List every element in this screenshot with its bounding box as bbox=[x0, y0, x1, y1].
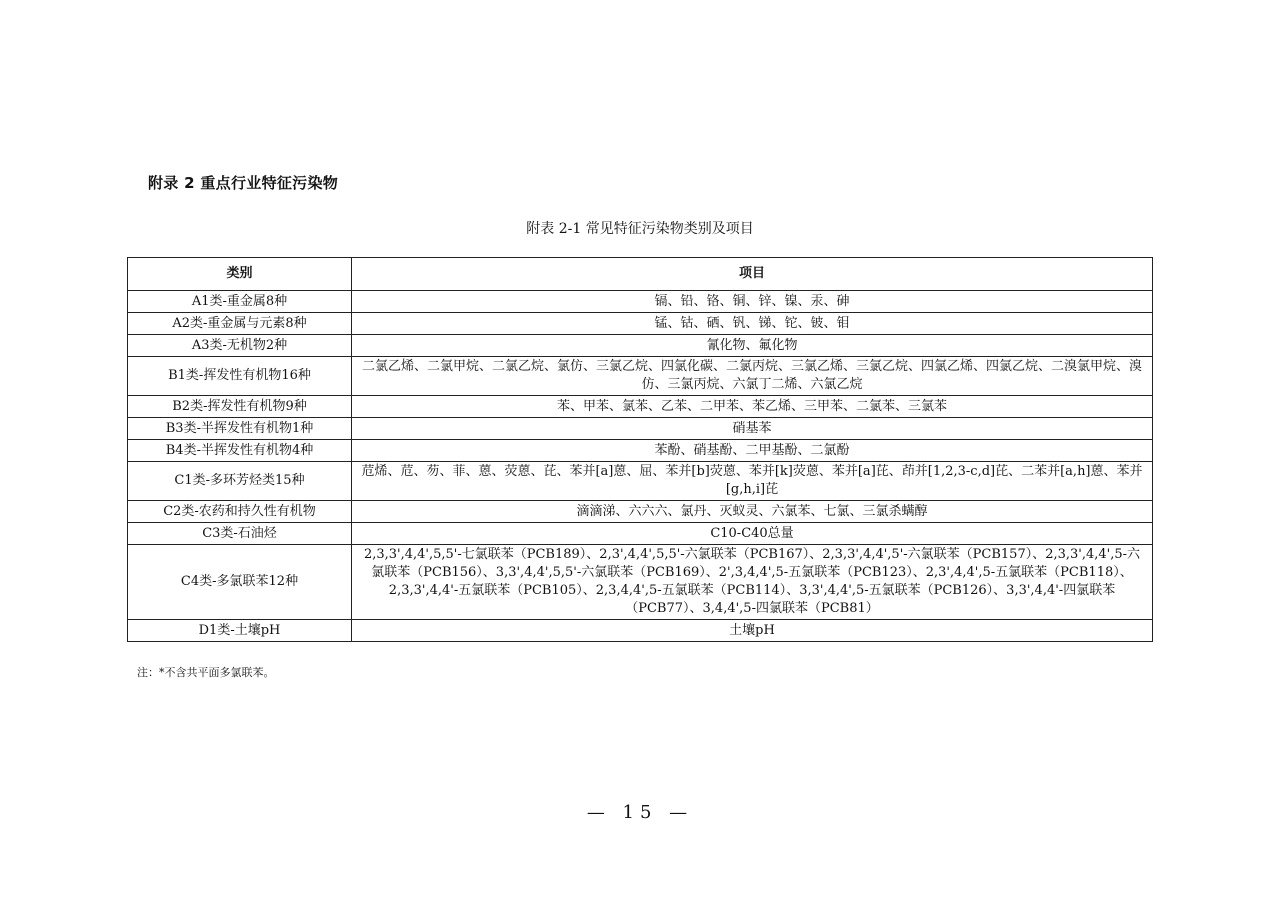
table-row bbox=[128, 440, 1153, 462]
header-category: 类别 bbox=[128, 258, 352, 291]
table-row bbox=[128, 418, 1153, 440]
row-items: 苯、甲苯、氯苯、乙苯、二甲苯、苯乙烯、三甲苯、二氯苯、三氯苯 bbox=[352, 396, 1153, 418]
table-row bbox=[128, 462, 1153, 501]
row-items: 2,3,3',4,4',5,5'-七氯联苯（PCB189）、2,3',4,4',5,5'-六氯联苯（PCB167）、2,3,3',4,4',5'-六氯联苯（PCB157）、2,3,3',4,4',5-六氯联苯（PCB156）、3,3',4,4',5,5'-六氯联苯（PCB169）、2',3,4,4',5-五氯联苯（PCB123）、2,3',4,4',5-五氯联苯（PCB118）、2,3,3',4,4'-五氯联苯（PCB105）、2,3,4,4',5-五氯联苯（PCB114）、3,3',4,4',5-五氯联苯（PCB126）、3,3',4,4'-四氯联苯（PCB77）、3,4,4',5-四氯联苯（PCB81） bbox=[352, 545, 1153, 620]
table-row bbox=[128, 620, 1153, 642]
row-category: C4类-多氯联苯12种 bbox=[128, 545, 352, 620]
row-items: 二氯乙烯、二氯甲烷、二氯乙烷、氯仿、三氯乙烷、四氯化碳、二氯丙烷、三氯乙烯、三氯乙烷、四氯乙烯、四氯乙烷、二溴氯甲烷、溴仿、三氯丙烷、六氯丁二烯、六氯乙烷 bbox=[352, 357, 1153, 396]
header-items: 项目 bbox=[352, 258, 1153, 291]
row-items: 硝基苯 bbox=[352, 418, 1153, 440]
table-row bbox=[128, 357, 1153, 396]
row-items: C10-C40总量 bbox=[352, 523, 1153, 545]
pollutant-table bbox=[127, 257, 1153, 642]
appendix-heading: 附录 2 重点行业特征污染物 bbox=[148, 174, 339, 192]
row-category: C2类-农药和持久性有机物 bbox=[128, 501, 352, 523]
table-row bbox=[128, 396, 1153, 418]
table-note: 注：*不含共平面多氯联苯。 bbox=[137, 666, 275, 679]
row-items: 氰化物、氟化物 bbox=[352, 335, 1153, 357]
row-category: B3类-半挥发性有机物1种 bbox=[128, 418, 352, 440]
table-row bbox=[128, 523, 1153, 545]
table-row bbox=[128, 501, 1153, 523]
table-row bbox=[128, 545, 1153, 620]
row-category: B4类-半挥发性有机物4种 bbox=[128, 440, 352, 462]
table-row bbox=[128, 335, 1153, 357]
row-category: B1类-挥发性有机物16种 bbox=[128, 357, 352, 396]
row-category: A1类-重金属8种 bbox=[128, 291, 352, 313]
row-category: C1类-多环芳烃类15种 bbox=[128, 462, 352, 501]
row-items: 苊烯、苊、芴、菲、蒽、荧蒽、芘、苯并[a]蒽、屈、苯并[b]荧蒽、苯并[k]荧蒽、苯并[a]芘、茚并[1,2,3-c,d]芘、二苯并[a,h]蒽、苯并[g,h,i]芘 bbox=[352, 462, 1153, 501]
row-category: A2类-重金属与元素8种 bbox=[128, 313, 352, 335]
row-items: 锰、钴、硒、钒、锑、铊、铍、钼 bbox=[352, 313, 1153, 335]
row-items: 滴滴涕、六六六、氯丹、灭蚁灵、六氯苯、七氯、三氯杀螨醇 bbox=[352, 501, 1153, 523]
table-header-row bbox=[128, 258, 1153, 291]
row-category: B2类-挥发性有机物9种 bbox=[128, 396, 352, 418]
row-items: 苯酚、硝基酚、二甲基酚、二氯酚 bbox=[352, 440, 1153, 462]
table-row bbox=[128, 313, 1153, 335]
table-row bbox=[128, 291, 1153, 313]
row-category: C3类-石油烃 bbox=[128, 523, 352, 545]
row-items: 镉、铅、铬、铜、锌、镍、汞、砷 bbox=[352, 291, 1153, 313]
table-caption: 附表 2-1 常见特征污染物类别及项目 bbox=[526, 221, 754, 237]
page-number: — 15 — bbox=[586, 802, 694, 823]
row-category: D1类-土壤pH bbox=[128, 620, 352, 642]
row-items: 土壤pH bbox=[352, 620, 1153, 642]
row-category: A3类-无机物2种 bbox=[128, 335, 352, 357]
